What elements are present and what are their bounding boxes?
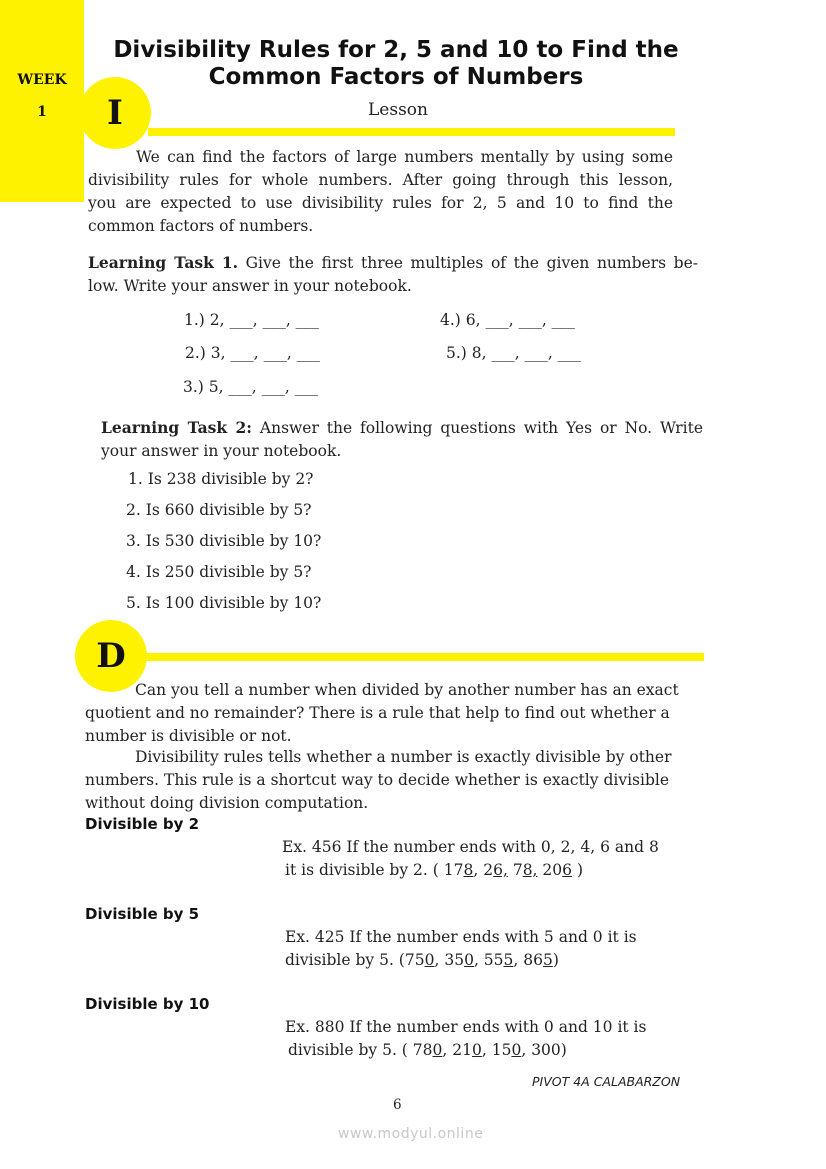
rule-line: Ex. 456 If the number ends with 0, 2, 4, 6 and 8 <box>282 838 659 856</box>
rule-line <box>285 1039 646 1062</box>
task1-text: Give the first three multiples of the given numbers be- <box>238 254 698 272</box>
task1-item: 3.) 5, ___, ___, ___ <box>183 378 318 396</box>
task2-text-2: your answer in your notebook. <box>101 442 342 460</box>
footer-source: PIVOT 4A CALABARZON <box>532 1074 681 1089</box>
task1-text-2: low. Write your answer in your notebook. <box>88 277 412 295</box>
task2-label: Learning Task 2: <box>101 418 253 437</box>
intro-line: divisibility rules for whole numbers. After going through this lesson, <box>88 171 673 189</box>
rule-line <box>285 949 637 972</box>
intro-paragraph <box>88 146 673 238</box>
task2-question: 2. Is 660 divisible by 5? <box>126 501 312 519</box>
example-number: 555, <box>483 951 524 969</box>
example-number: 206 ) <box>542 861 584 879</box>
watermark: www.modyul.online <box>338 1126 484 1142</box>
example-number: 26, <box>483 861 508 879</box>
example-number: 780, <box>412 1041 453 1059</box>
example-number: 150, <box>491 1041 532 1059</box>
rule-line: Ex. 425 If the number ends with 5 and 0 it is <box>285 928 637 946</box>
section-d-bar <box>146 653 704 661</box>
example-number: 178, <box>443 861 484 879</box>
week-label: WEEK <box>17 72 67 88</box>
rule-example-10 <box>285 1016 646 1062</box>
task2-question: 4. Is 250 divisible by 5? <box>126 563 312 581</box>
d-line: quotient and no remainder? There is a rule that help to find out whether a <box>85 704 670 722</box>
rule-prefix: divisible by 5. ( <box>288 1041 413 1059</box>
week-tab <box>0 0 84 202</box>
example-number: 210, <box>452 1041 492 1059</box>
task1-item: 2.) 3, ___, ___, ___ <box>185 344 320 362</box>
intro-line: common factors of numbers. <box>88 217 314 235</box>
task1-item: 4.) 6, ___, ___, ___ <box>440 311 575 329</box>
task2-instructions <box>101 416 703 463</box>
example-number: 865) <box>523 951 559 969</box>
d-line: number is divisible or not. <box>85 727 292 745</box>
rule-heading-2: Divisible by 2 <box>85 815 200 833</box>
section-i-subtitle: Lesson <box>368 100 428 120</box>
section-i-bar <box>148 128 675 136</box>
rule-example-5 <box>285 926 637 972</box>
section-d-paragraph-1 <box>85 679 705 748</box>
example-number: 750, <box>404 951 445 969</box>
week-number: 1 <box>37 104 47 120</box>
section-d-paragraph-2 <box>85 746 705 815</box>
example-number: 300) <box>531 1041 567 1059</box>
task2-text: Answer the following questions with Yes or No. Write <box>252 419 703 437</box>
example-number: 350, <box>444 951 484 969</box>
d-line: Divisibility rules tells whether a number is exactly divisible by other <box>135 748 672 766</box>
rule-prefix: divisible by 5. ( <box>285 951 405 969</box>
rule-line: Ex. 880 If the number ends with 0 and 10 it is <box>285 1018 647 1036</box>
task1-instructions <box>88 251 698 298</box>
intro-line: you are expected to use divisibility rules for 2, 5 and 10 to find the <box>88 194 673 212</box>
intro-line: We can find the factors of large numbers mentally by using some <box>136 148 673 166</box>
task2-question: 3. Is 530 divisible by 10? <box>126 532 322 550</box>
rule-heading-10: Divisible by 10 <box>85 995 210 1013</box>
example-number: 78, <box>512 861 538 879</box>
task1-item: 5.) 8, ___, ___, ___ <box>446 344 581 362</box>
task2-question: 5. Is 100 divisible by 10? <box>126 594 322 612</box>
rule-prefix: it is divisible by 2. ( <box>285 861 444 879</box>
title-line-2: Common Factors of Numbers <box>208 64 584 90</box>
d-line: Can you tell a number when divided by another number has an exact <box>135 681 679 699</box>
task1-item: 1.) 2, ___, ___, ___ <box>184 311 319 329</box>
page-number: 6 <box>393 1097 402 1113</box>
title-line-1: Divisibility Rules for 2, 5 and 10 to Find the <box>113 37 679 63</box>
task1-label: Learning Task 1. <box>88 253 239 272</box>
rule-heading-5: Divisible by 5 <box>85 905 200 923</box>
page-title <box>90 37 702 91</box>
rule-line <box>282 859 659 882</box>
task2-question: 1. Is 238 divisible by 2? <box>128 470 314 488</box>
d-line: numbers. This rule is a shortcut way to decide whether is exactly divisible <box>85 771 669 789</box>
rule-example-2 <box>282 836 659 882</box>
d-line: without doing division computation. <box>85 794 369 812</box>
section-d-badge: D <box>75 620 147 692</box>
section-i-badge: I <box>79 77 151 149</box>
